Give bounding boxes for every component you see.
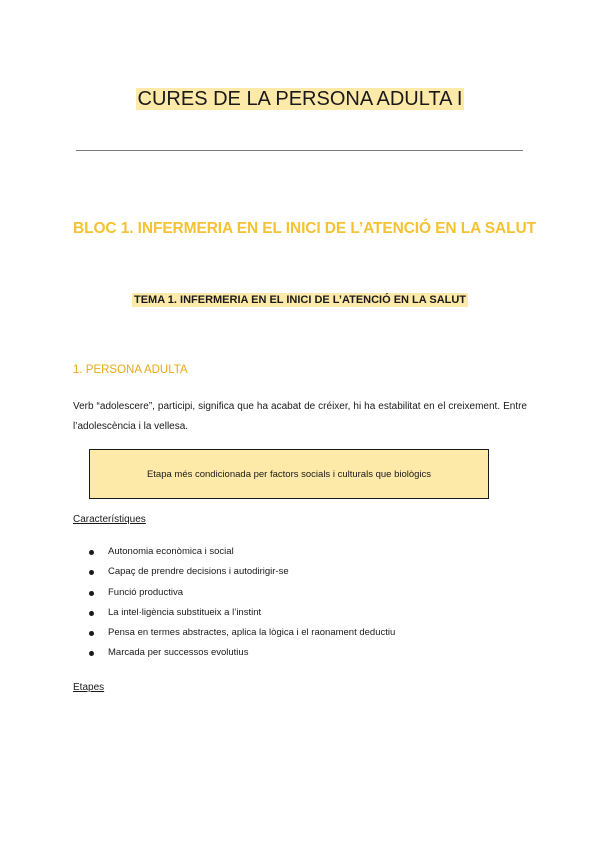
list-item-text: Pensa en termes abstractes, aplica la lògica i el raonament deductiu [108, 627, 396, 639]
list-item [89, 583, 395, 603]
stages-heading: Etapes [73, 682, 105, 693]
document-title-text: CURES DE LA PERSONA ADULTA I [137, 88, 463, 110]
tema-heading [0, 292, 600, 308]
list-item [89, 562, 395, 582]
list-item-text: Capaç de prendre decisions i autodirigir-se [108, 566, 289, 578]
callout-box [89, 449, 489, 499]
tema-heading-text: TEMA 1. INFERMERIA EN EL INICI DE L’ATENCIÓ EN LA SALUT [133, 294, 467, 306]
list-item-text: Funció productiva [108, 586, 183, 598]
list-item-text: Autonomia econòmica i social [108, 546, 234, 557]
bloc-heading: BLOC 1. INFERMERIA EN EL INICI DE L’ATENCIÓ EN LA SALUT [73, 220, 536, 237]
list-item-text: Marcada per successos evolutius [108, 647, 249, 659]
document-title [0, 86, 600, 112]
list-item [89, 643, 395, 663]
bullet-icon [89, 591, 94, 596]
intro-paragraph: Verb “adolescere”, participi, significa que ha acabat de créixer, hi ha estabilitat en el creixement. Entre l’adolescència i la vellesa. [73, 401, 527, 432]
title-divider [76, 150, 523, 151]
bullet-icon [89, 651, 94, 656]
bullet-icon [89, 631, 94, 636]
section-heading: 1. PERSONA ADULTA [73, 364, 188, 376]
bullet-icon [89, 570, 94, 575]
list-item-text: La intel·ligència substitueix a l’instint [108, 606, 262, 618]
list-item [89, 542, 395, 562]
list-item [89, 603, 395, 623]
list-item [89, 623, 395, 643]
characteristics-list [89, 542, 395, 664]
bullet-icon [89, 550, 94, 555]
bullet-icon [89, 611, 94, 616]
characteristics-heading: Característiques [73, 514, 146, 525]
callout-text: Etapa més condicionada per factors socials i culturals que biològics [146, 468, 432, 480]
